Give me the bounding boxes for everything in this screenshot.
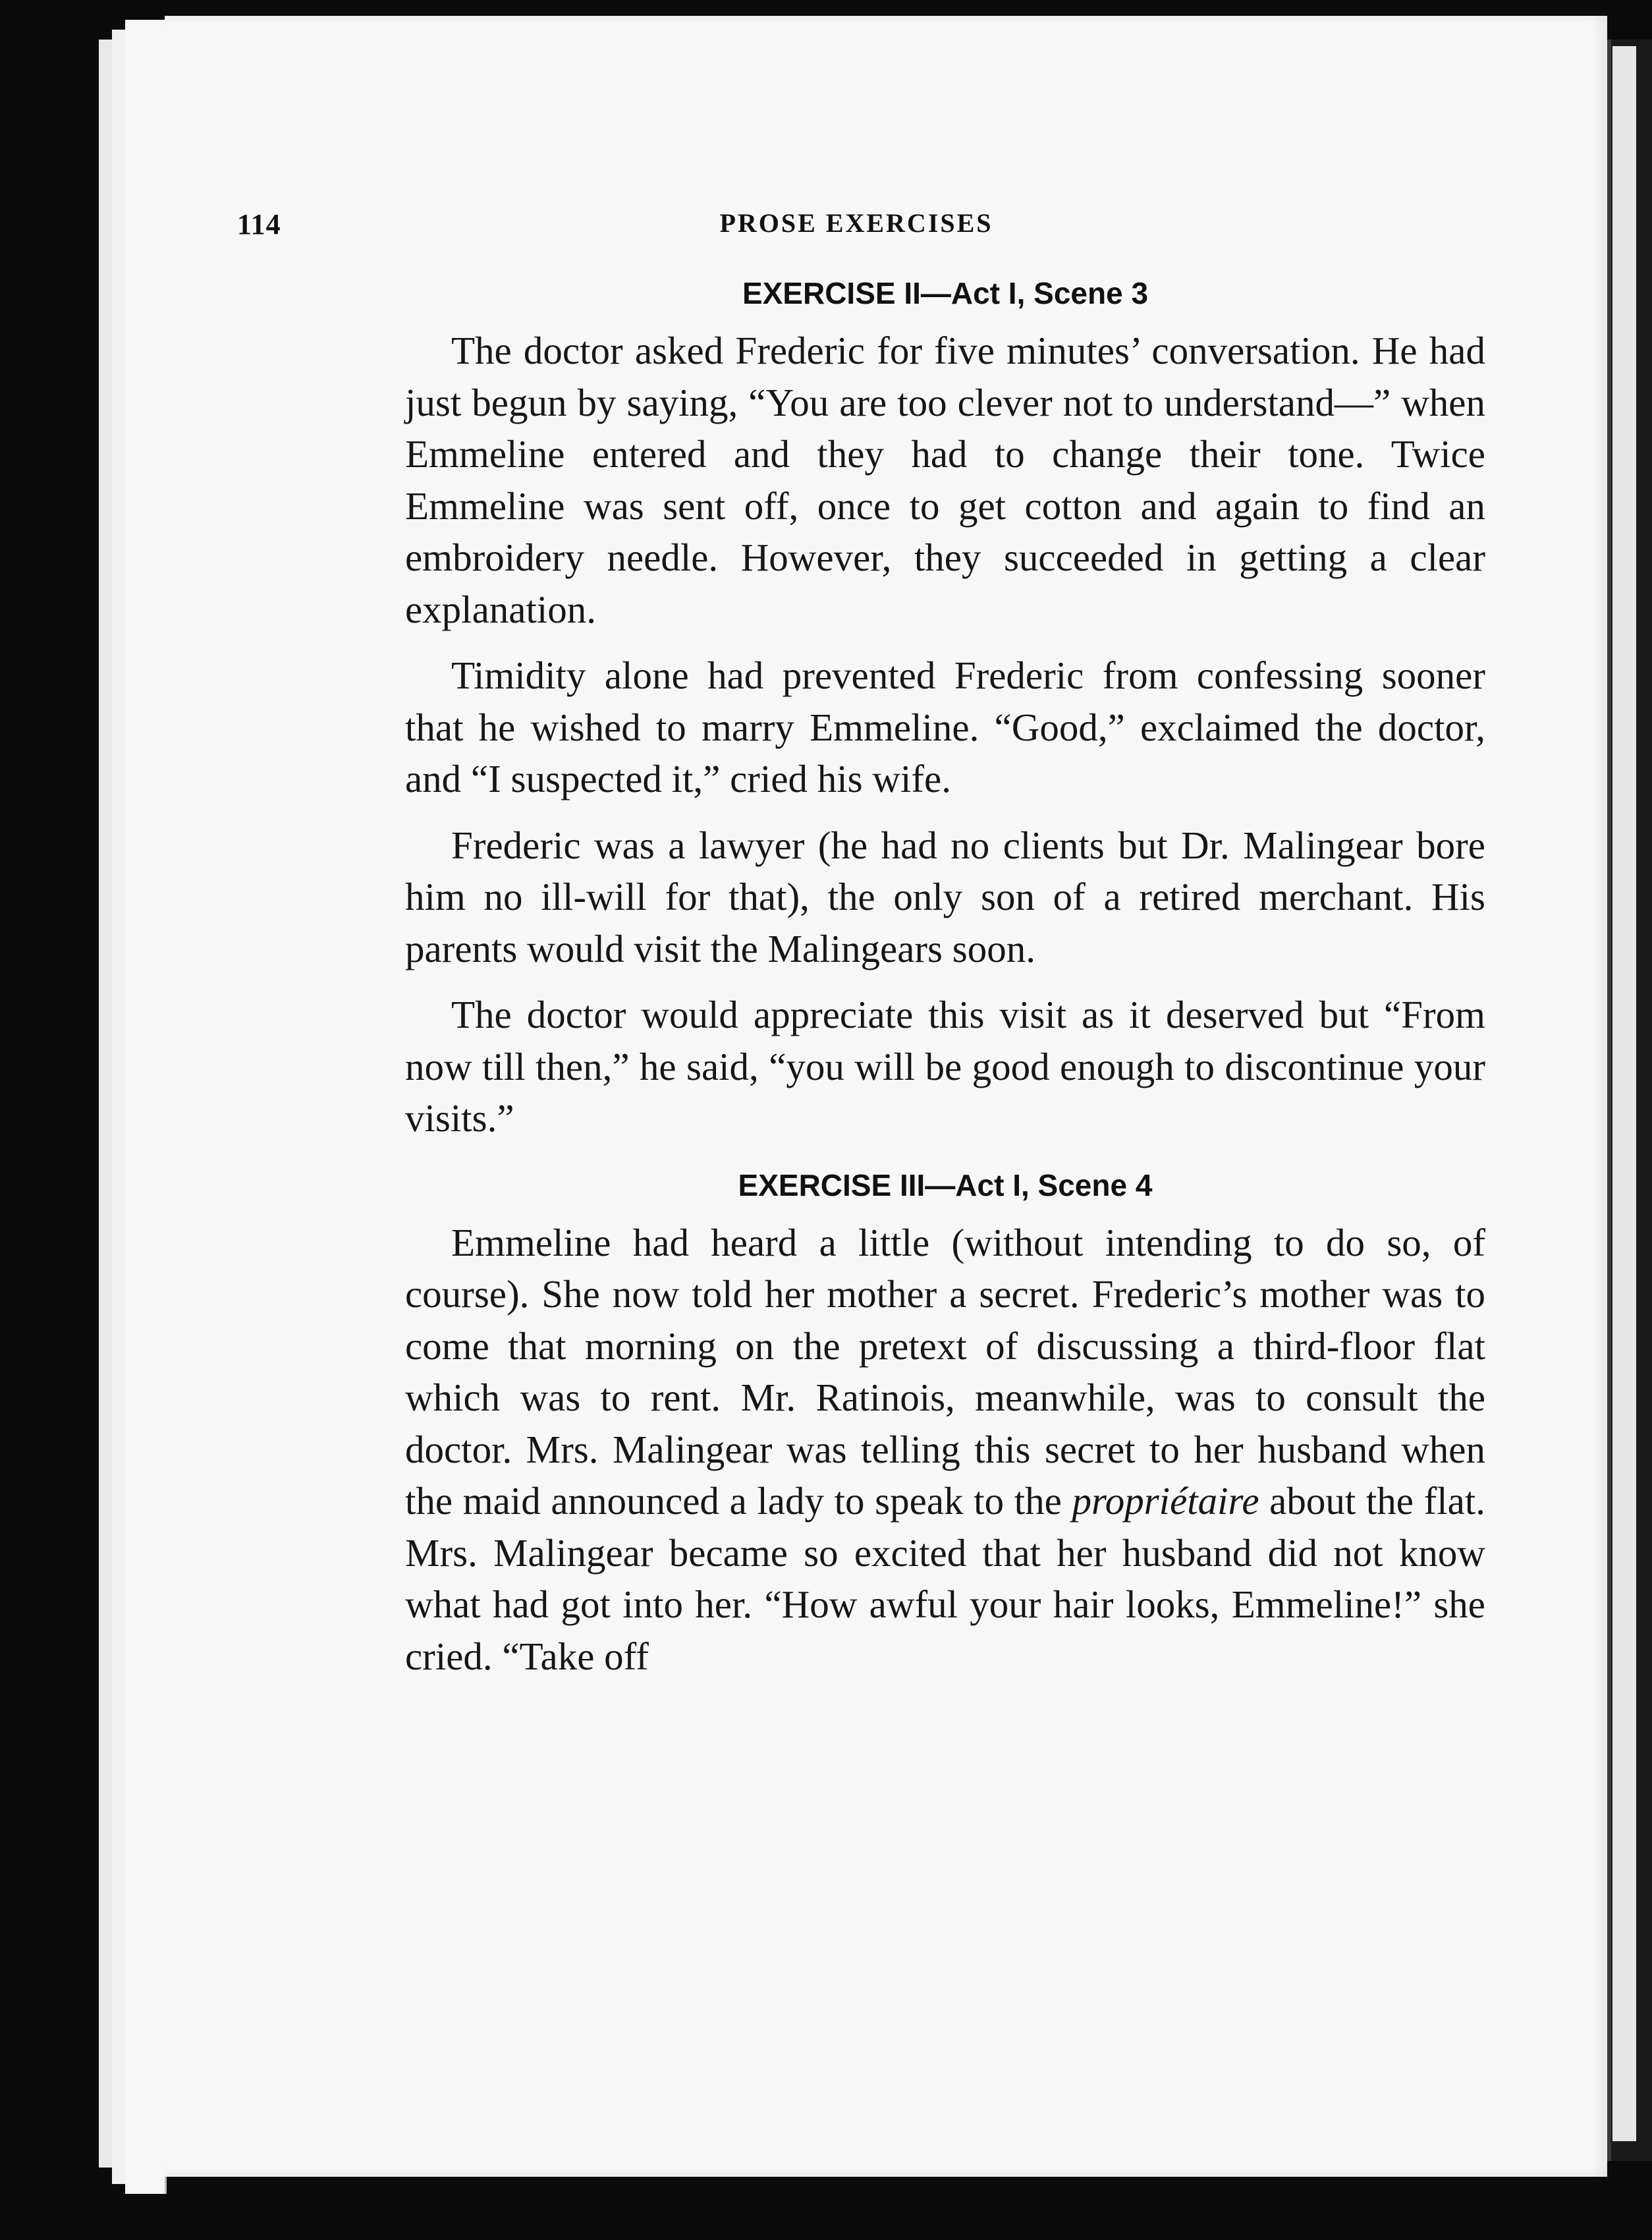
paragraph-text: about the flat. Mrs. Malingear became so excited that her husband did not know what had got into her. “How awful your hair looks, Emmeline!” she cried. “Take off bbox=[405, 1479, 1485, 1678]
paragraph: Frederic was a lawyer (he had no clients but Dr. Malingear bore him no ill-will for that), the only son of a retired merchant. His parents would visit the Malingears soon. bbox=[405, 823, 1485, 970]
italic-term: propriétaire bbox=[1072, 1479, 1259, 1523]
page-body bbox=[405, 267, 1485, 1682]
page-edge-stack bbox=[125, 20, 167, 2194]
paragraph bbox=[405, 1217, 1485, 1683]
paragraph: The doctor asked Frederic for five minutes’ conversation. He had just begun by saying, “You are too clever not to understand—” when Emmeline entered and they had to change their tone. Twice Emmeline was sent off, once to get cotton and again to find an embroidery needle. However, they succeeded in getting a clear explanation. bbox=[405, 329, 1485, 631]
section-heading: EXERCISE III—Act I, Scene 4 bbox=[738, 1167, 1153, 1202]
paragraph-text: Emmeline had heard a little (without intending to do so, of course). She now told her mother a secret. Frederic’s mother was to come that morning on the pretext of discussing a third-floor flat which was to rent. Mr. Ratinois, meanwhile, was to consult the doctor. Mrs. Malingear was telling this secret to her husband when the maid announced a lady to speak to the bbox=[405, 1220, 1485, 1523]
paragraph: Timidity alone had prevented Frederic from confessing sooner that he wished to marry Emmeline. “Good,” exclaimed the doctor, and “I suspected it,” cried his wife. bbox=[405, 654, 1485, 800]
facing-page-sliver bbox=[1612, 46, 1636, 2141]
running-head: PROSE EXERCISES bbox=[719, 208, 993, 238]
page-number: 114 bbox=[237, 208, 281, 240]
paragraph: The doctor would appreciate this visit as it deserved but “From now till then,” he said, “you will be good enough to discontinue your visits.” bbox=[405, 993, 1485, 1140]
page-header bbox=[237, 208, 1475, 247]
section-heading: EXERCISE II—Act I, Scene 3 bbox=[742, 276, 1149, 310]
